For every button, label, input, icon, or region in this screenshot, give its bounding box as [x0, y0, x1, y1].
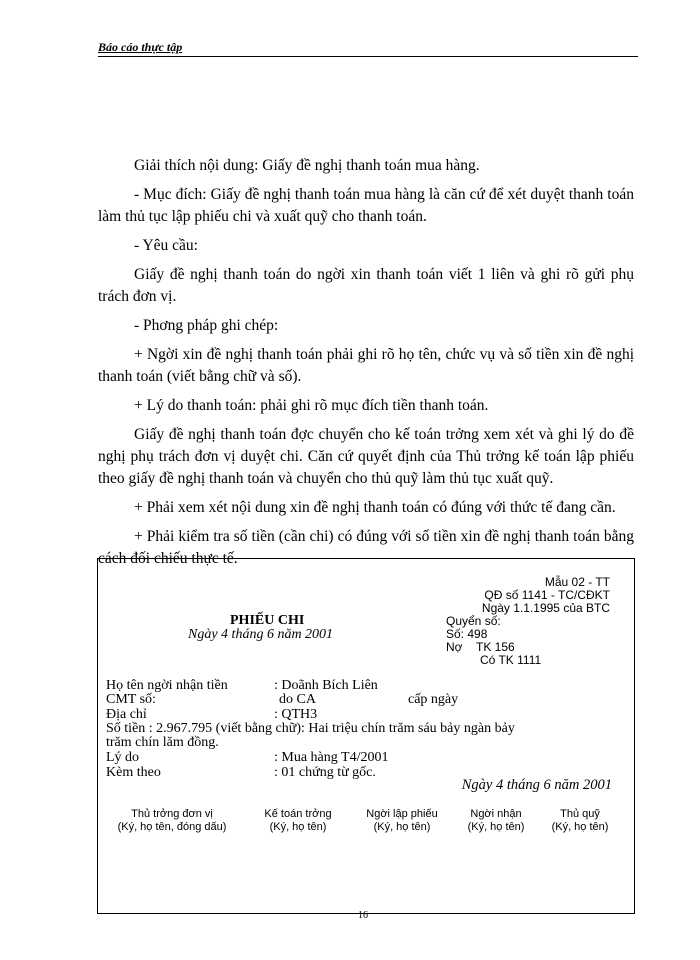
paragraph: - Yêu cầu:	[134, 237, 198, 254]
body-text	[98, 155, 634, 577]
signature-recipient	[456, 808, 536, 834]
signature-note: (Ký, họ tên)	[373, 821, 431, 833]
form-title: PHIẾU CHI	[230, 613, 305, 628]
address-value: : QTH3	[274, 707, 318, 722]
id-card-label: CMT số:	[106, 692, 156, 707]
debit-label: Nợ	[446, 640, 463, 654]
id-card-issuer: do CA	[279, 692, 316, 707]
page-number: 16	[358, 910, 368, 921]
signature-chief-accountant	[246, 808, 350, 834]
signature-director	[104, 808, 240, 834]
credit-account: Có TK 1111	[480, 653, 542, 667]
paragraph: - Phơng pháp ghi chép:	[134, 317, 279, 334]
recipient-value: : Doãnh Bích Liên	[274, 678, 378, 693]
signature-role: Ngời nhận	[470, 808, 522, 820]
signature-preparer	[352, 808, 452, 834]
paragraph: + Phải kiểm tra số tiền (cần chi) có đúng với số tiền xin đề nghị thanh toán bằng cách đối chiếu thực tế.	[98, 528, 634, 567]
signature-role: Thủ trởng đơn vị	[131, 808, 213, 820]
paragraph: - Mục đích: Giấy đề nghị thanh toán mua hàng là căn cứ để xét duyệt thanh toán làm thủ tục lập phiếu chi và xuất quỹ cho thanh toán.	[98, 186, 634, 225]
paragraph: Giấy đề nghị thanh toán do ngời xin thanh toán viết 1 liên và ghi rõ gửi phụ trách đơn vị.	[98, 266, 634, 305]
signature-note: (Ký, họ tên, đóng dấu)	[117, 821, 227, 833]
paragraph: + Phải xem xét nội dung xin đề nghị thanh toán có đúng với thức tế đang cần.	[134, 499, 616, 516]
recipient-label: Họ tên ngời nhận tiền	[106, 678, 228, 693]
decision-date: Ngày 1.1.1995 của BTC	[481, 601, 610, 615]
paragraph: + Lý do thanh toán: phải ghi rõ mục đích tiền thanh toán.	[134, 397, 489, 414]
paragraph: + Ngời xin đề nghị thanh toán phải ghi rõ họ tên, chức vụ và số tiền xin đề nghị thanh toán (viết bằng chữ và số).	[98, 346, 634, 385]
address-label: Địa chỉ	[106, 707, 147, 722]
reason-value: : Mua hàng T4/2001	[274, 750, 389, 765]
signature-note: (Ký, họ tên)	[551, 821, 609, 833]
page-header	[98, 38, 638, 57]
form-code: Mẫu 02 - TT	[544, 575, 610, 589]
signature-role: Kế toán trởng	[264, 808, 332, 820]
paragraph: Giấy đề nghị thanh toán đợc chuyển cho kế toán trởng xem xét và ghi lý do đề nghị phụ trách đơn vị duyệt chi. Căn cứ quyết định của Thủ trởng kế toán lập phiếu theo giấy đề nghị thanh toán và chuyển cho thủ quỹ làm thủ tục xuất quỹ.	[98, 426, 634, 487]
issue-date-label: cấp ngày	[408, 692, 459, 707]
signature-note: (Ký, họ tên)	[467, 821, 525, 833]
signature-role: Ngời lập phiếu	[366, 808, 438, 820]
attachments-label: Kèm theo	[106, 765, 161, 780]
signing-date: Ngày 4 tháng 6 năm 2001	[461, 777, 612, 793]
voucher-number: Số: 498	[446, 627, 488, 641]
signature-role: Thủ quỹ	[560, 808, 600, 820]
debit-account: TK 156	[476, 640, 515, 654]
header-title: Báo cáo thực tập	[98, 40, 183, 54]
form-date: Ngày 4 tháng 6 năm 2001	[188, 627, 334, 642]
amount-line-2: trăm chín lăm đồng.	[106, 735, 219, 750]
payment-voucher-form	[97, 558, 635, 914]
book-number: Quyển số:	[446, 614, 501, 628]
paragraph: Giải thích nội dung: Giấy đề nghị thanh toán mua hàng.	[134, 157, 480, 174]
amount-line-1: Số tiền : 2.967.795 (viết bằng chữ): Hai triệu chín trăm sáu bảy ngàn bảy	[106, 721, 515, 736]
signature-cashier	[540, 808, 620, 834]
decision-number: QĐ số 1141 - TC/CĐKT	[484, 588, 610, 602]
reason-label: Lý do	[106, 750, 140, 765]
attachments-value: : 01 chứng từ gốc.	[274, 765, 376, 780]
signature-note: (Ký, họ tên)	[269, 821, 327, 833]
